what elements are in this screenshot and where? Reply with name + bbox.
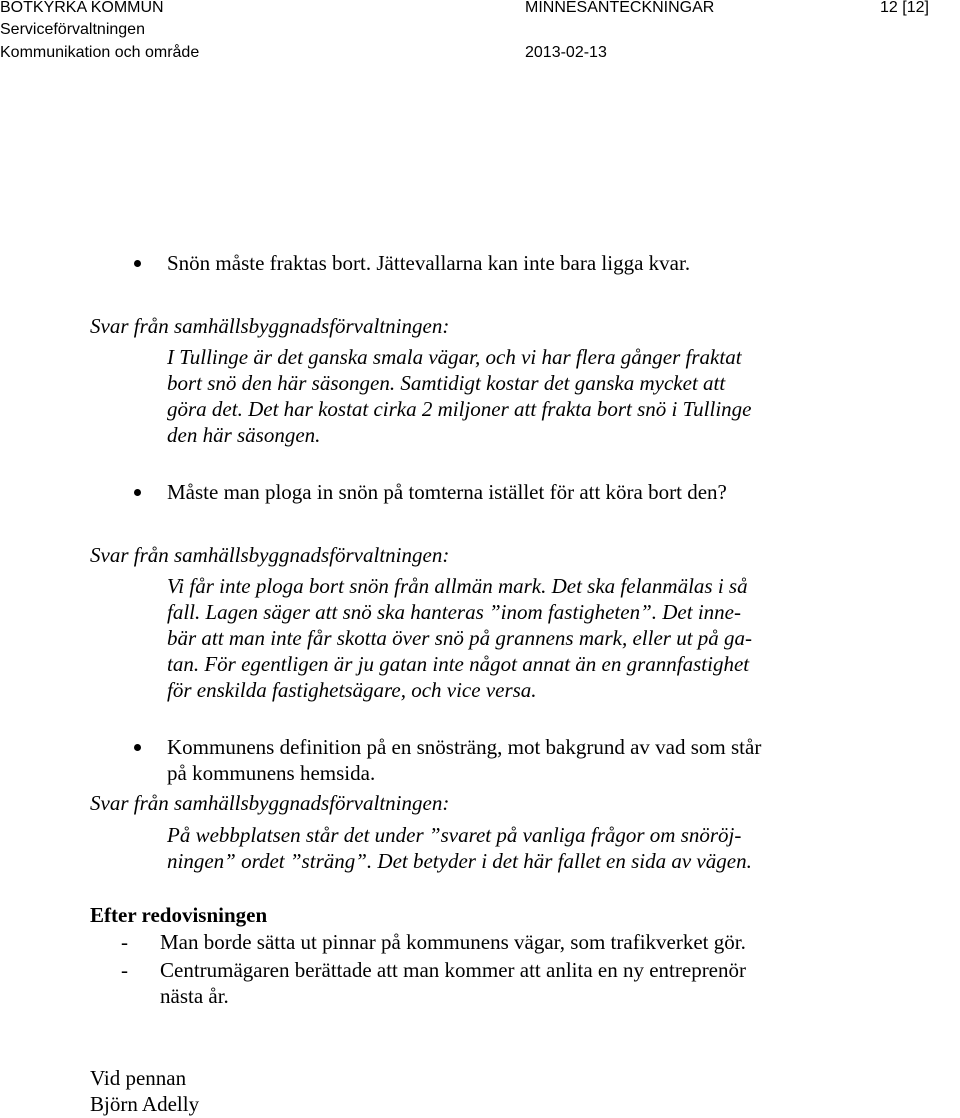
- answer-line: I Tullinge är det ganska smala vägar, och vi har flera gånger fraktat: [167, 345, 742, 369]
- dash-marker: -: [121, 958, 128, 982]
- header-page: 12 [12]: [880, 0, 929, 16]
- answer-line: tan. För egentligen är ju gatan inte något annat än en grannfastighet: [167, 652, 750, 676]
- bullet-marker: [134, 260, 141, 267]
- answer-line: fall. Lagen säger att snö ska hanteras ”inom fastigheten”. Det inne-: [167, 600, 741, 624]
- answer-heading-1: Svar från samhällsbyggnadsförvaltningen:: [90, 314, 450, 338]
- header-date: 2013-02-13: [525, 44, 607, 61]
- answer-line: Vi får inte ploga bort snön från allmän mark. Det ska felanmälas i så: [167, 574, 748, 598]
- signature-name: Björn Adelly: [90, 1092, 200, 1116]
- answer-text-1: [167, 344, 751, 448]
- section-heading: Efter redovisningen: [90, 903, 268, 927]
- header-unit: Kommunikation och område: [0, 44, 200, 61]
- answer-heading-3: Svar från samhällsbyggnadsförvaltningen:: [90, 791, 450, 815]
- answer-text-3: [167, 822, 752, 874]
- answer-line: den här säsongen.: [167, 423, 321, 447]
- answer-heading-2: Svar från samhällsbyggnadsförvaltningen:: [90, 543, 450, 567]
- dash-marker: -: [121, 930, 128, 954]
- bullet-line: på kommunens hemsida.: [167, 761, 376, 785]
- bullet-marker: [134, 489, 141, 496]
- answer-line: göra det. Det har kostat cirka 2 miljoner att frakta bort snö i Tullinge: [167, 397, 752, 421]
- header-dept: Serviceförvaltningen: [0, 21, 145, 38]
- bullet-item-1: Snön måste fraktas bort. Jättevallarna kan inte bara ligga kvar.: [167, 251, 691, 275]
- dash-line: Man borde sätta ut pinnar på kommunens vägar, som trafikverket gör.: [160, 930, 746, 954]
- signature-label: Vid pennan: [90, 1066, 187, 1090]
- header-org: BOTKYRKA KOMMUN: [0, 0, 164, 16]
- bullet-marker: [134, 744, 141, 751]
- bullet-item-3: [167, 734, 761, 786]
- dash-line: Centrumägaren berättade att man kommer att anlita en ny entreprenör: [160, 958, 747, 982]
- bullet-item-2: Måste man ploga in snön på tomterna istället för att köra bort den?: [167, 480, 727, 504]
- answer-line: På webbplatsen står det under ”svaret på vanliga frågor om snöröj-: [167, 823, 742, 847]
- header-doc-type: MINNESANTECKNINGAR: [525, 0, 715, 16]
- answer-line: bär att man inte får skotta över snö på grannens mark, eller ut på ga-: [167, 626, 753, 650]
- bullet-line: Kommunens definition på en snösträng, mot bakgrund av vad som står: [167, 735, 762, 759]
- answer-text-2: [167, 573, 752, 703]
- dash-item-2: [160, 957, 746, 1009]
- answer-line: bort snö den här säsongen. Samtidigt kostar det ganska mycket att: [167, 371, 726, 395]
- answer-line: ningen” ordet ”sträng”. Det betyder i det här fallet en sida av vägen.: [167, 849, 752, 873]
- dash-item-1: [160, 929, 746, 955]
- dash-line: nästa år.: [160, 984, 229, 1008]
- answer-line: för enskilda fastighetsägare, och vice versa.: [167, 678, 537, 702]
